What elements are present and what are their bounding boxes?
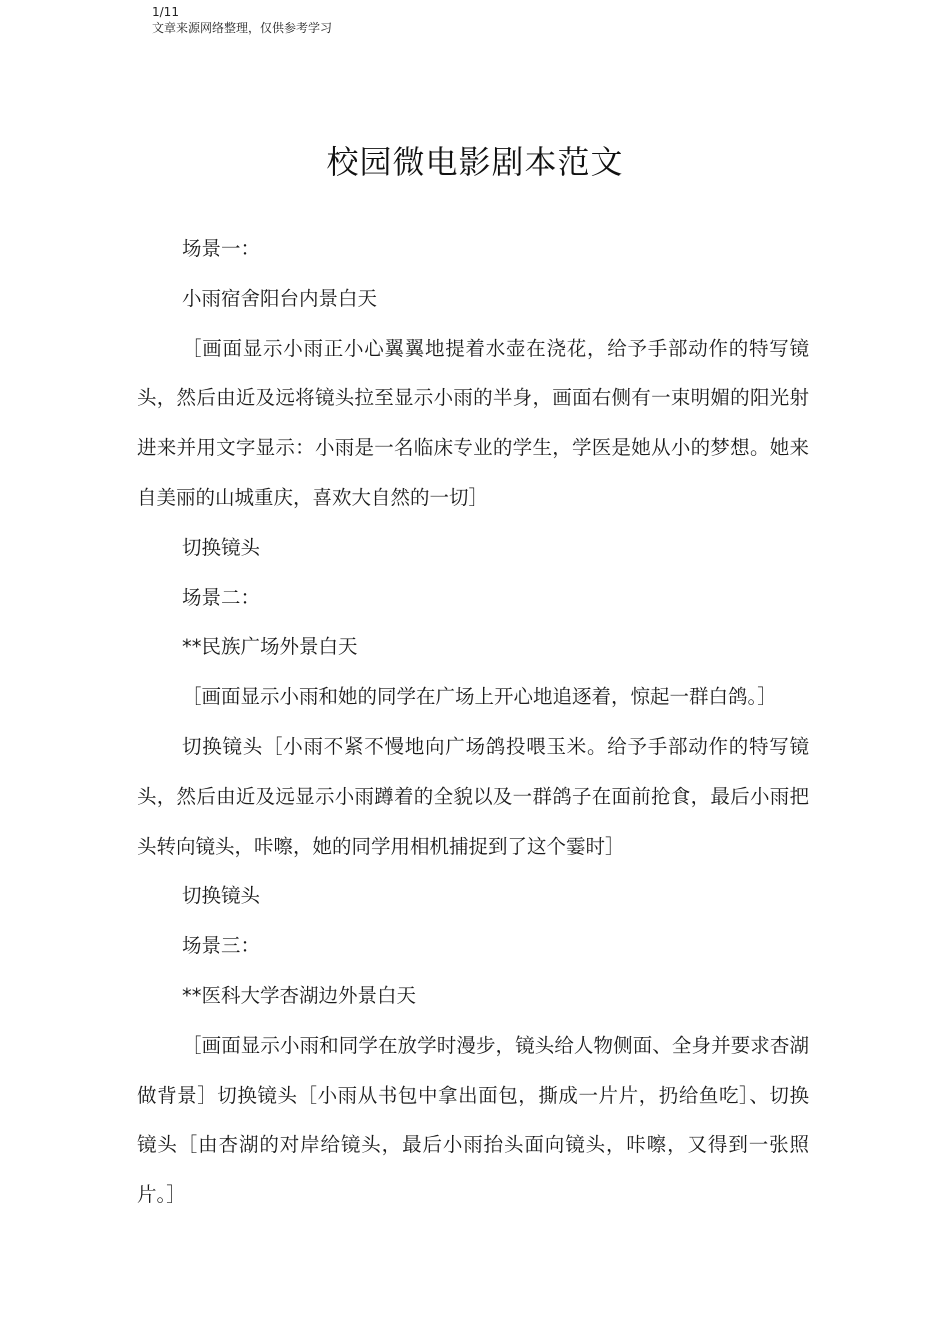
scene-description: ［画面显示小雨和同学在放学时漫步，镜头给人物侧面、全身并要求杏湖做背景］切换镜头［小雨从书包中拿出面包，撕成一片片，扔给鱼吃］、切换镜头［由杏湖的对岸给镜头，最后小雨抬头面向镜头，咔嚓，又得到一张照片。］	[137, 1033, 809, 1207]
scene-description: 切换镜头［小雨不紧不慢地向广场鸽投喂玉米。给予手部动作的特写镜头，然后由近及远显示小雨蹲着的全貌以及一群鸽子在面前抢食，最后小雨把头转向镜头，咔嚓，她的同学用相机捕捉到了这个霎时］	[137, 734, 809, 858]
scene-heading: 场景三：	[182, 934, 261, 958]
document-body	[137, 224, 809, 1220]
shot-transition: 切换镜头	[182, 535, 261, 559]
page-header	[152, 4, 332, 36]
scene-description: ［画面显示小雨正小心翼翼地提着水壶在浇花，给予手部动作的特写镜头，然后由近及远将镜头拉至显示小雨的半身，画面右侧有一束明媚的阳光射进来并用文字显示：小雨是一名临床专业的学生，学医是她从小的梦想。她来自美丽的山城重庆，喜欢大自然的一切］	[137, 336, 809, 509]
shot-transition: 切换镜头	[182, 884, 261, 908]
scene-heading: 场景一：	[182, 237, 261, 260]
scene-location: **医科大学杏湖边外景白天	[182, 983, 417, 1007]
scene-heading: 场景二：	[182, 585, 261, 609]
scene-location: **民族广场外景白天	[182, 635, 358, 659]
page-number: 1/11	[152, 5, 179, 19]
scene-location: 小雨宿舍阳台内景白天	[182, 286, 378, 310]
source-note: 文章来源网络整理，仅供参考学习	[152, 21, 333, 35]
document-title: 校园微电影剧本范文	[326, 143, 624, 181]
scene-description: ［画面显示小雨和她的同学在广场上开心地追逐着，惊起一群白鸽。］	[182, 685, 777, 709]
